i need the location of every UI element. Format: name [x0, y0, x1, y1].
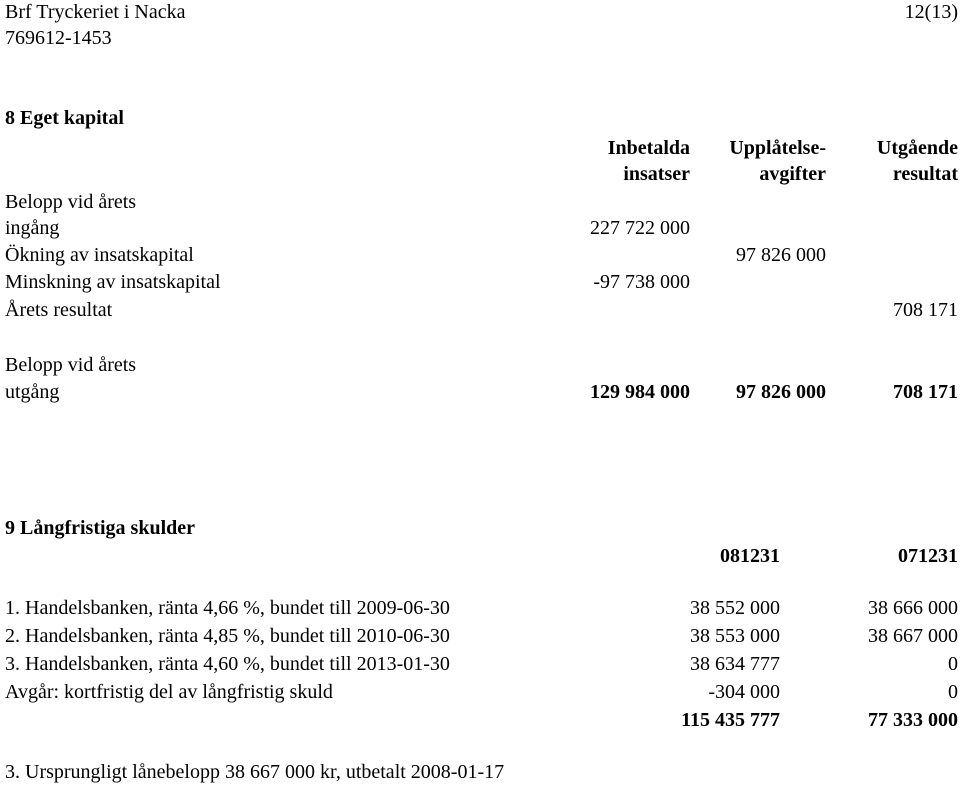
note9-row-label: 2. Handelsbanken, ränta 4,85 %, bundet till 2010-06-30 [5, 625, 450, 647]
note8-closing-label-1: Belopp vid årets [5, 354, 137, 376]
note8-opening-label-2: ingång [5, 217, 60, 239]
note8-row-value: -97 738 000 [593, 271, 690, 293]
note8-closing-value: 708 171 [893, 381, 958, 403]
note9-footnote: 3. Ursprungligt lånebelopp 38 667 000 kr, utbetalt 2008-01-17 [5, 761, 505, 783]
note9-row-value: 0 [948, 681, 958, 703]
note9-row-value: 0 [948, 653, 958, 675]
note9-row-value: 38 634 777 [690, 653, 780, 675]
note9-row-value: -304 000 [708, 681, 780, 703]
note8-col1-line2: insatser [623, 163, 690, 185]
note9-row-value: 38 666 000 [868, 597, 958, 619]
note9-title: 9 Långfristiga skulder [5, 517, 196, 539]
note8-row-label: Minskning av insatskapital [5, 271, 221, 293]
note8-row-label: Årets resultat [5, 299, 113, 321]
note9-row-label: 1. Handelsbanken, ränta 4,66 %, bundet till 2009-06-30 [5, 597, 450, 619]
note9-col1-header: 081231 [720, 545, 780, 567]
note8-col2-line1: Upplåtelse- [729, 137, 826, 159]
note8-col1-line1: Inbetalda [607, 137, 690, 159]
note8-col3-line1: Utgående [876, 137, 958, 159]
note8-col2-line2: avgifter [759, 163, 826, 185]
note9-col2-header: 071231 [898, 545, 958, 567]
note8-row-value: 97 826 000 [736, 244, 826, 266]
note9-row-value: 38 667 000 [868, 625, 958, 647]
note8-opening-value-1: 227 722 000 [590, 217, 690, 239]
note8-closing-label-2: utgång [5, 381, 60, 403]
note9-row-value: 38 553 000 [690, 625, 780, 647]
note8-title: 8 Eget kapital [5, 107, 124, 129]
note8-col3-line2: resultat [892, 163, 958, 185]
note8-row-value: 708 171 [893, 299, 958, 321]
page-number: 12(13) [904, 1, 958, 23]
company-name: Brf Tryckeriet i Nacka [5, 1, 186, 23]
note9-row-label: Avgår: kortfristig del av långfristig skuld [5, 681, 333, 703]
note8-closing-value: 129 984 000 [590, 381, 690, 403]
note9-row-label: 3. Handelsbanken, ränta 4,60 %, bundet till 2013-01-30 [5, 653, 450, 675]
note9-total-value: 77 333 000 [868, 709, 958, 731]
note8-row-label: Ökning av insatskapital [5, 244, 194, 266]
note8-opening-label-1: Belopp vid årets [5, 191, 137, 213]
note9-row-value: 38 552 000 [690, 597, 780, 619]
org-number: 769612-1453 [5, 27, 112, 49]
note8-closing-value: 97 826 000 [736, 381, 826, 403]
note9-total-value: 115 435 777 [681, 709, 780, 731]
